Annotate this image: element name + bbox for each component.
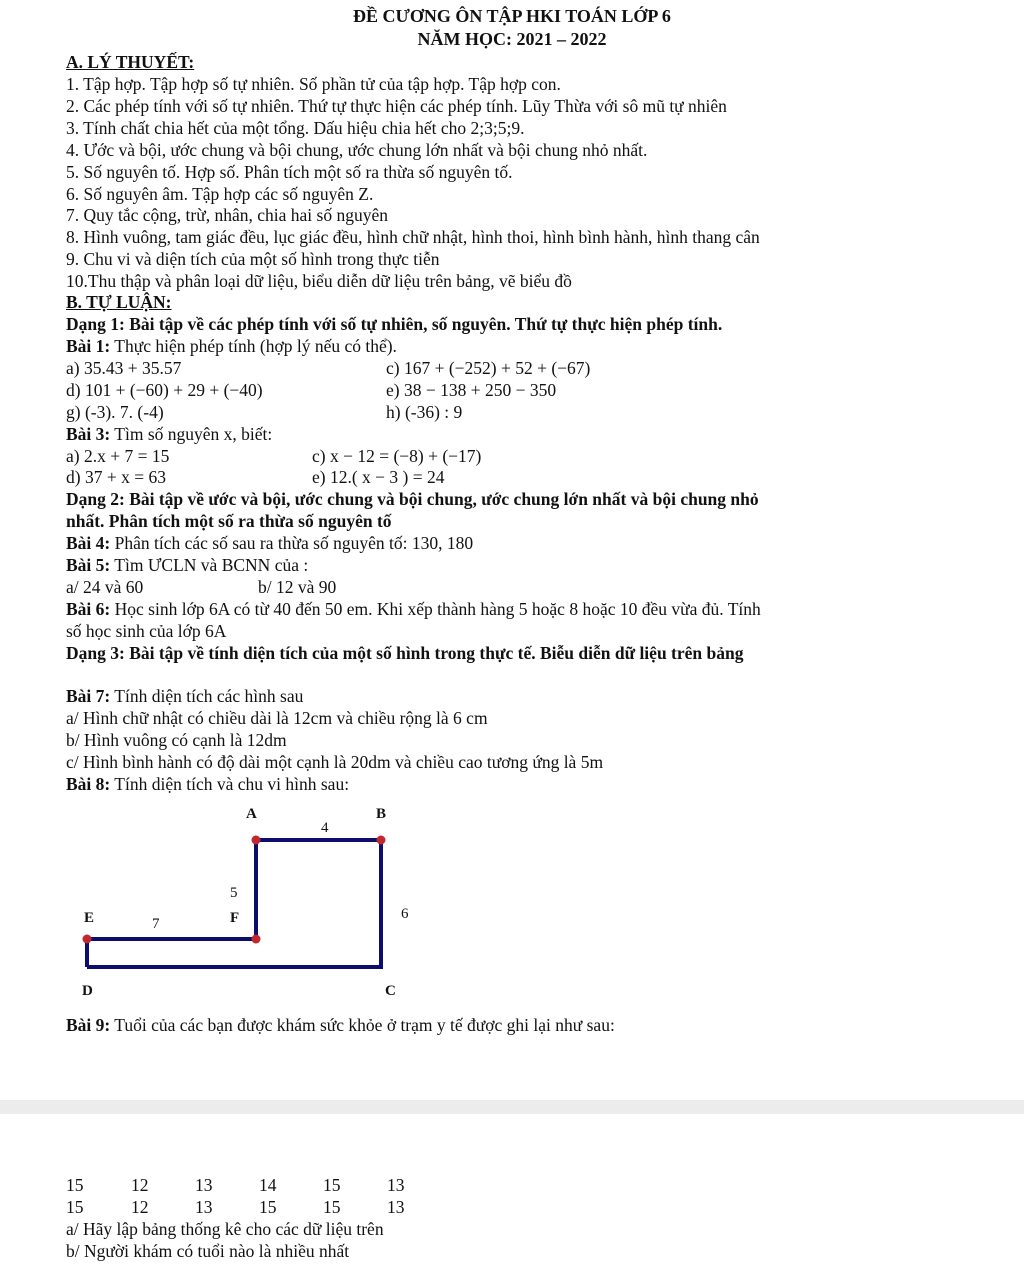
age-cell: 12 — [131, 1175, 149, 1195]
age-cell: 13 — [387, 1197, 405, 1217]
theory-heading: A. LÝ THUYẾT: — [66, 52, 195, 72]
age-cell: 15 — [323, 1197, 341, 1217]
bai5-b: b/ 12 và 90 — [258, 577, 337, 597]
bai3-e: e) 12.( x − 3 ) = 24 — [312, 467, 445, 487]
age-cell: 15 — [66, 1197, 84, 1217]
bai4-label: Bài 4: — [66, 533, 111, 553]
point-label-a: A — [246, 806, 257, 822]
bai9-text: Tuổi của các bạn được khám sức khỏe ở trạm y tế được ghi lại như sau: — [110, 1015, 615, 1035]
point-label-f: F — [230, 910, 240, 926]
point-label-e: E — [84, 910, 95, 926]
age-cell: 12 — [131, 1197, 149, 1217]
bai1-e: e) 38 − 138 + 250 − 350 — [386, 380, 557, 400]
age-cell: 15 — [323, 1175, 341, 1195]
age-cell: 13 — [195, 1197, 213, 1217]
bai1-label: Bài 1: — [66, 336, 111, 356]
theory-item: 8. Hình vuông, tam giác đều, lục giác đều, hình chữ nhật, hình thoi, hình bình hành, hình thang cân — [66, 227, 760, 247]
bai3-text: Tìm số nguyên x, biết: — [110, 424, 273, 444]
bai3-c: c) x − 12 = (−8) + (−17) — [312, 446, 482, 466]
bai3-label: Bài 3: — [66, 424, 111, 444]
bai6-text: Học sinh lớp 6A có từ 40 đến 50 em. Khi xếp thành hàng 5 hoặc 8 hoặc 10 đều vừa đủ. Tính — [110, 599, 761, 619]
school-year: NĂM HỌC: 2021 – 2022 — [417, 29, 607, 49]
age-cell: 13 — [387, 1175, 405, 1195]
theory-item: 5. Số nguyên tố. Hợp số. Phân tích một số ra thừa số nguyên tố. — [66, 162, 513, 182]
bai7-b: b/ Hình vuông có cạnh là 12dm — [66, 730, 287, 750]
age-cell: 13 — [195, 1175, 213, 1195]
vertex-dot — [83, 935, 92, 944]
age-cell: 15 — [259, 1197, 277, 1217]
bai1-text: Thực hiện phép tính (hợp lý nếu có thể). — [110, 336, 397, 356]
point-label-c: C — [385, 983, 396, 999]
length-label-ef: 7 — [152, 916, 160, 932]
bai4-text: Phân tích các số sau ra thừa số nguyên tố: 130, 180 — [110, 533, 474, 553]
bai6-label: Bài 6: — [66, 599, 111, 619]
essay-heading: B. TỰ LUẬN: — [66, 292, 172, 312]
dang2-heading-cont: nhất. Phân tích một số ra thừa số nguyên tố — [66, 511, 392, 531]
point-label-d: D — [82, 983, 93, 999]
point-label-b: B — [376, 806, 387, 822]
bai5-a: a/ 24 và 60 — [66, 577, 144, 597]
theory-item: 1. Tập hợp. Tập hợp số tự nhiên. Số phần tử của tập hợp. Tập hợp con. — [66, 74, 561, 94]
figure-outline — [87, 840, 381, 967]
bai1-d: d) 101 + (−60) + 29 + (−40) — [66, 380, 263, 400]
vertex-dot — [377, 836, 386, 845]
length-label-bc: 6 — [401, 906, 409, 922]
vertex-dot — [252, 935, 261, 944]
bai1-c: c) 167 + (−252) + 52 + (−67) — [386, 358, 591, 378]
dang1-heading: Dạng 1: Bài tập về các phép tính với số tự nhiên, số nguyên. Thứ tự thực hiện phép tính. — [66, 314, 723, 334]
theory-item: 6. Số nguyên âm. Tập hợp các số nguyên Z. — [66, 184, 374, 204]
dang2-heading: Dạng 2: Bài tập về ước và bội, ước chung và bội chung, ước chung lớn nhất và bội chung nhỏ — [66, 489, 759, 509]
theory-item: 7. Quy tắc cộng, trừ, nhân, chia hai số nguyên — [66, 205, 388, 225]
age-cell: 14 — [259, 1175, 277, 1195]
bai8-label: Bài 8: — [66, 774, 111, 794]
bai1-a: a) 35.43 + 35.57 — [66, 358, 182, 378]
bai5-label: Bài 5: — [66, 555, 111, 575]
bai9-b: b/ Người khám có tuổi nào là nhiều nhất — [66, 1241, 350, 1261]
bai6-text-cont: số học sinh của lớp 6A — [66, 621, 227, 641]
theory-item: 2. Các phép tính với số tự nhiên. Thứ tự thực hiện các phép tính. Lũy Thừa với sô mũ tự nhiên — [66, 96, 727, 116]
bai7-label: Bài 7: — [66, 686, 111, 706]
bai8-text: Tính diện tích và chu vi hình sau: — [110, 774, 350, 794]
theory-item: 3. Tính chất chia hết của một tổng. Dấu hiệu chia hết cho 2;3;5;9. — [66, 118, 525, 138]
bai7-c: c/ Hình bình hành có độ dài một cạnh là 20dm và chiều cao tương ứng là 5m — [66, 752, 604, 772]
length-label-af: 5 — [230, 885, 238, 901]
length-label-ab: 4 — [321, 820, 329, 836]
bai9-a: a/ Hãy lập bảng thống kê cho các dữ liệu trên — [66, 1219, 384, 1239]
bai5-text: Tìm ƯCLN và BCNN của : — [110, 555, 309, 575]
document-title: ĐỀ CƯƠNG ÔN TẬP HKI TOÁN LỚP 6 — [353, 6, 671, 26]
bai3-a: a) 2.x + 7 = 15 — [66, 446, 170, 466]
bai9-label: Bài 9: — [66, 1015, 111, 1035]
bai7-text: Tính diện tích các hình sau — [110, 686, 304, 706]
scan-divider-band — [0, 1100, 1024, 1114]
theory-item: 4. Ước và bội, ước chung và bội chung, ước chung lớn nhất và bội chung nhỏ nhất. — [66, 140, 648, 160]
bai1-h: h) (-36) : 9 — [386, 402, 463, 422]
dang3-heading: Dạng 3: Bài tập về tính diện tích của một số hình trong thực tế. Biễu diễn dữ liệu trên bảng — [66, 643, 744, 663]
vertex-dot — [252, 836, 261, 845]
theory-item: 10.Thu thập và phân loại dữ liệu, biểu diễn dữ liệu trên bảng, vẽ biểu đồ — [66, 271, 572, 291]
bai7-a: a/ Hình chữ nhật có chiều dài là 12cm và chiều rộng là 6 cm — [66, 708, 488, 728]
theory-item: 9. Chu vi và diện tích của một số hình trong thực tiễn — [66, 249, 440, 269]
bai9-prompt — [66, 1014, 615, 1036]
bai3-d: d) 37 + x = 63 — [66, 467, 166, 487]
age-cell: 15 — [66, 1175, 84, 1195]
bai1-g: g) (-3). 7. (-4) — [66, 402, 164, 422]
